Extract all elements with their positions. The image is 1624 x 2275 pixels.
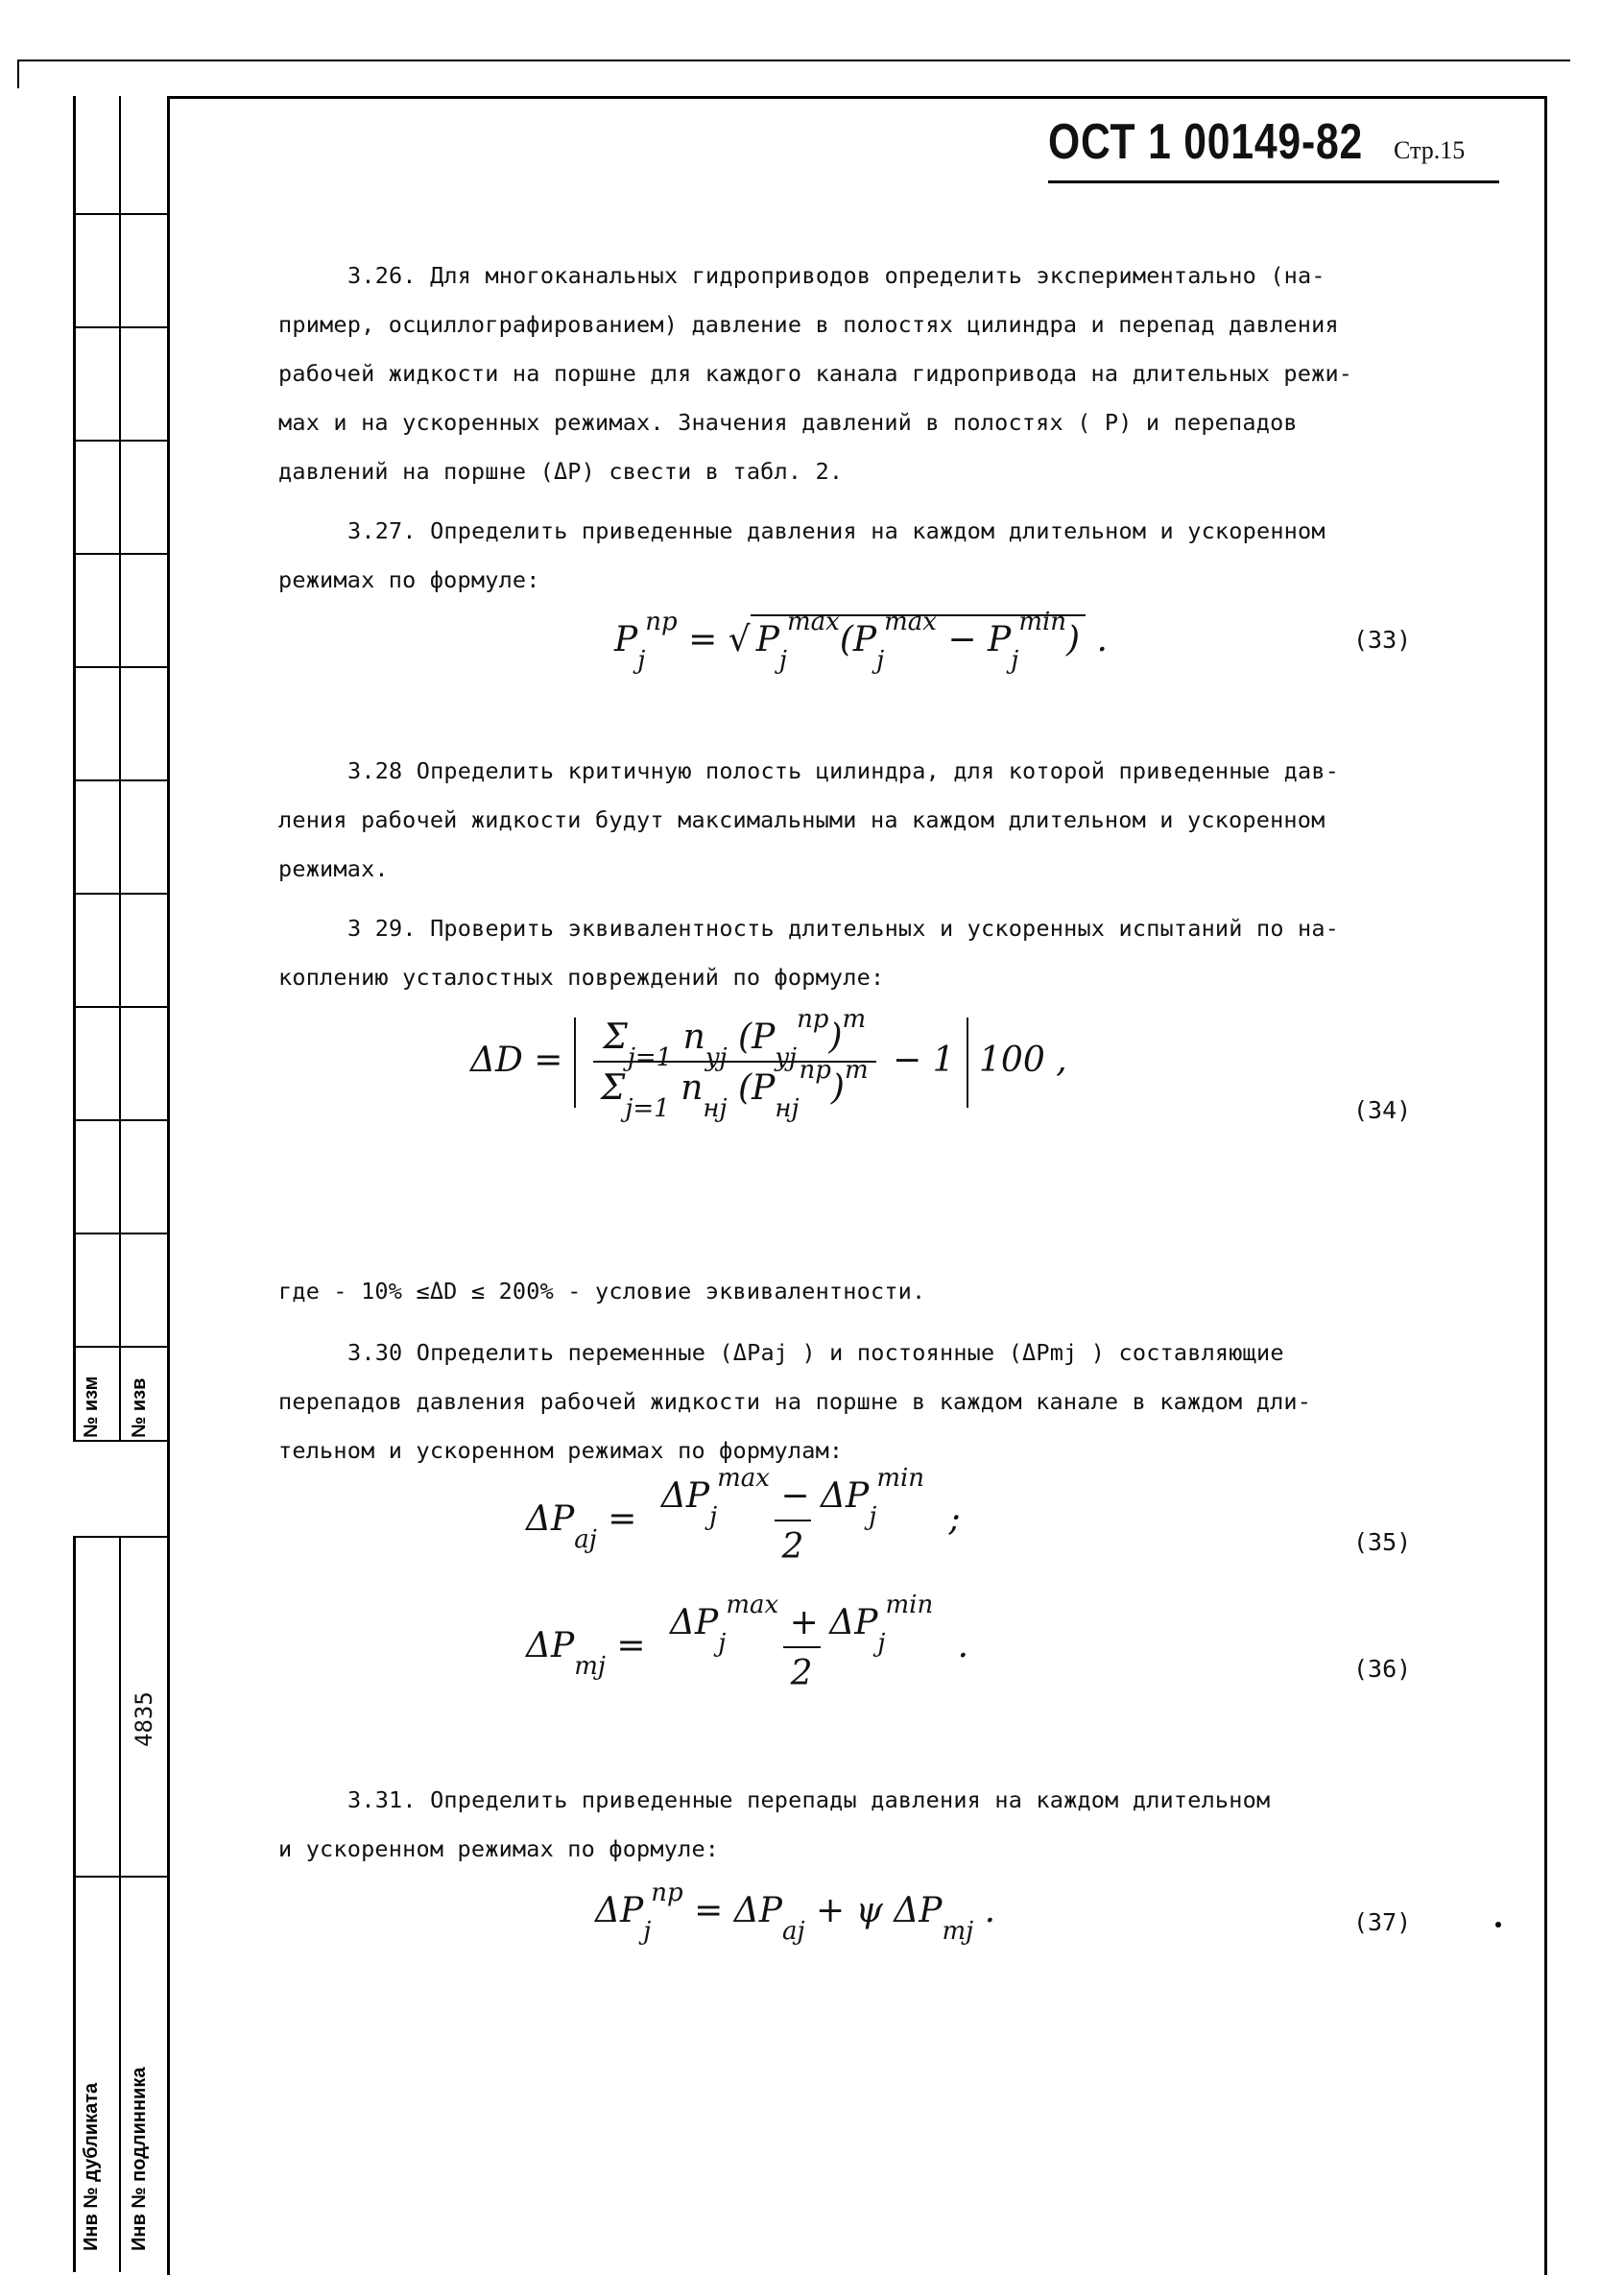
text-line: 3.31. Определить приведенные перепады давления на каждом длительном	[347, 1786, 1271, 1813]
top-corner-tick	[17, 60, 19, 88]
strip-cell-line	[73, 1536, 167, 1538]
top-rule	[17, 60, 1570, 61]
text-line: перепадов давления рабочей жидкости на поршне в каждом канале в каждом дли-	[278, 1388, 1312, 1415]
inv-number: 4835	[131, 1691, 157, 1747]
text-line: мах и на ускоренных режимах. Значения давлений в полостях ( P) и перепадов	[278, 409, 1298, 436]
label-inv-dublikata: Инв № дубликата	[81, 2082, 102, 2251]
doc-code: ОСТ 1 00149-82	[1048, 114, 1364, 170]
label-inv-podlinnika: Инв № подлинника	[129, 2067, 150, 2251]
strip-cell-line	[73, 440, 167, 442]
text-line: рабочей жидкости на поршне для каждого канала гидропривода на длительных режи-	[278, 360, 1353, 387]
formula-37: $\Delta P_j^{пр} = \Delta P_{aj} + \psi$ $\Delta P_{mj}$ .	[595, 1879, 996, 1946]
strip-cell-line	[73, 779, 167, 781]
margin-dot	[1495, 1922, 1501, 1928]
label-izv: № изв	[129, 1377, 150, 1438]
text-line: 3.30 Определить переменные (ΔPaj ) и постоянные (ΔPmj ) составляющие	[347, 1339, 1284, 1366]
text-line: коплению усталостных повреждений по формуле:	[278, 964, 885, 991]
strip-cell-line	[73, 1876, 167, 1878]
text-line: 3.27. Определить приведенные давления на каждом длительном и ускоренном	[347, 517, 1325, 544]
page-number: Стр.15	[1394, 136, 1466, 164]
condition-line	[278, 1267, 1430, 1316]
formula-33: $P_j^{пр}$ = √ $P_j^{max}(P_j^{max} - P_j^{min})$ .	[614, 608, 1108, 675]
text-line: пример, осциллографированием) давление в полостях цилиндра и перепад давления	[278, 311, 1339, 338]
binding-strip-divider-lower	[119, 1536, 121, 2272]
strip-cell-line	[73, 893, 167, 895]
strip-cell-line	[73, 666, 167, 668]
formula-36: $\Delta P_{mj}$ = $\frac{\Delta P_j^{max} + \Delta P_j^{min}}{2}$ .	[526, 1591, 969, 1693]
text-line: 3.26. Для многоканальных гидроприводов определить экспериментально (на-	[347, 262, 1325, 289]
text-line: режимах по формуле:	[278, 566, 540, 593]
text-line: 3.28 Определить критичную полость цилиндра, для которой приведенные дав-	[347, 757, 1340, 784]
strip-cell-line	[73, 1233, 167, 1234]
equation-number: (36)	[1353, 1655, 1412, 1683]
strip-cell-line	[73, 326, 167, 328]
document-header	[1048, 113, 1499, 183]
strip-cell-line	[73, 1346, 167, 1348]
formula-34: ΔD = $\frac{\Sigma_{j=1} n_{yj} (P_{yj}^{пр})^m}{\Sigma_{j=1} n_{нj} (P_{нj}^{пр})^m}$ − 1 100 ,	[470, 1005, 1067, 1123]
paragraph-3-27	[278, 507, 1430, 605]
equation-number: (34)	[1353, 1096, 1412, 1124]
text-line: ления рабочей жидкости будут максимальными на каждом длительном и ускоренном	[278, 806, 1325, 833]
paragraph-3-29	[278, 904, 1430, 1002]
formula-coefficient: 100 ,	[979, 1041, 1067, 1080]
strip-cell-line	[73, 213, 167, 215]
equation-number: (33)	[1353, 626, 1412, 654]
formula-35: $\Delta P_{aj}$ = $\frac{\Delta P_j^{max} - \Delta P_j^{min}}{2}$ ;	[526, 1464, 961, 1567]
text-line: 3 29. Проверить эквивалентность длительных и ускоренных испытаний по на-	[347, 915, 1340, 942]
paragraph-3-26	[278, 251, 1430, 496]
binding-strip	[73, 96, 170, 2272]
text-line: тельном и ускоренном режимах по формулам:	[278, 1437, 844, 1464]
strip-cell-line	[73, 1119, 167, 1121]
binding-strip-divider	[119, 96, 121, 1440]
equation-number: (35)	[1353, 1528, 1412, 1556]
paragraph-3-31	[278, 1776, 1430, 1874]
label-izm: № изм	[81, 1376, 102, 1438]
paragraph-3-28	[278, 747, 1430, 894]
strip-cell-line	[73, 1440, 167, 1442]
text-line: где - 10% ≤ΔD ≤ 200% - условие эквивалентности.	[278, 1278, 926, 1305]
text-line: давлений на поршне (ΔP) свести в табл. 2.	[278, 458, 844, 485]
strip-gap	[67, 1440, 173, 1536]
strip-cell-line	[73, 553, 167, 555]
text-line: режимах.	[278, 855, 389, 882]
strip-cell-line	[73, 1006, 167, 1008]
text-line: и ускоренном режимах по формуле:	[278, 1835, 720, 1862]
equation-number: (37)	[1353, 1908, 1412, 1936]
paragraph-3-30	[278, 1329, 1430, 1475]
